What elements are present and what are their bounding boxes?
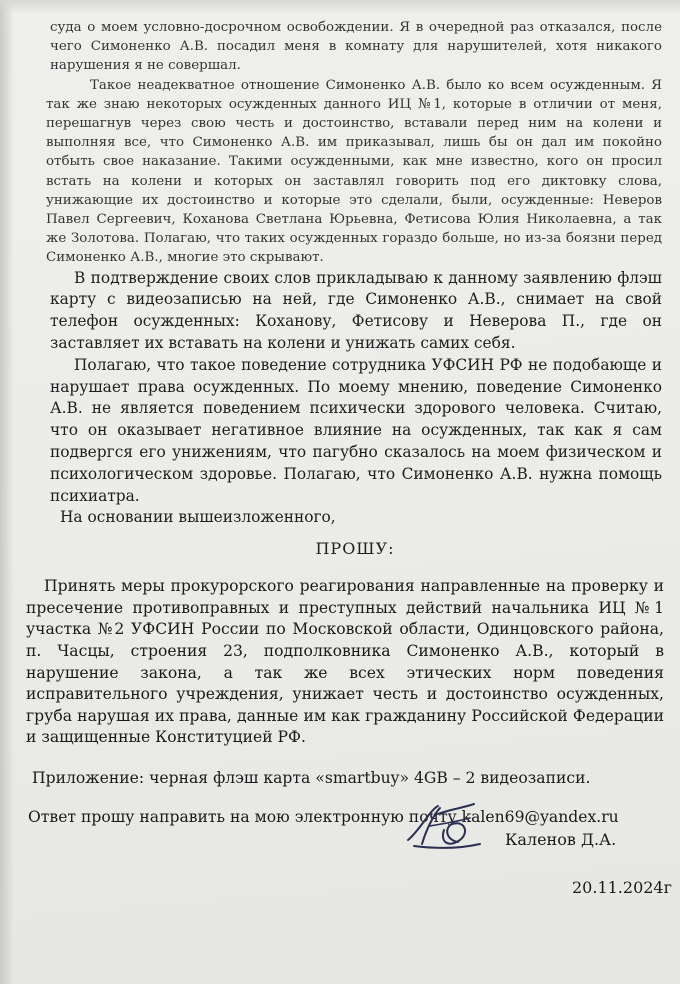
paragraph-evidence: В подтверждение своих слов прикладываю к данному заявлению флэш карту с видеозаписью на ней, где Симоненко А.В., снимает на свой телефон осужденных: Коханову, Фетисову и Неверова П., где он заставляет их вставать на колени и унижать самих себя. <box>50 268 662 353</box>
paragraph-treatment: Такое неадекватное отношение Симоненко А.В. было ко всем осужденным. Я так же знаю некоторых осужденных данного ИЦ №1, которые в отличии от меня, перешагнув через свою честь и достоинство, вставали перед ним на колени и выполняя все, что Симоненко А.В. им приказывал, лишь бы он дал им покойно отбыть свое наказание. Такими осужденными, как мне известно, кого он просил встать на колени и которых он заставлял говорить под его диктовку слова, унижающие их достоинство и которые это сделали, были, осужденные: Неверов Павел Сергеевич, Коханова Светлана Юрьевна, Фетисова Юлия Николаевна, а так же Золотова. Полагаю, что таких осужденных гораздо больше, но из-за боязни перед Симоненко А.В., многие это скрывают. <box>46 77 662 266</box>
request-paragraph: Принять меры прокурорского реагирования направленные на проверку и пресечение противоправных и преступных действий начальника ИЦ №1 участка №2 УФСИН России по Московской области, Одинцовского района, п. Часцы, строения 23, подполковника Симоненко А.В., который в нарушение закона, а так же всех этических норм поведения исправительного учреждения, унижает честь и достоинство осужденных, груба нарушая их права, данные им как гражданину Российской Федерации и защищенные Конституцией РФ. <box>26 577 664 747</box>
reply-email-line: Ответ прошу направить на мою электронную почту kalen69@yandex.ru <box>28 807 619 826</box>
mid-text-block <box>26 268 664 530</box>
signer-name: Каленов Д.А. <box>505 830 617 849</box>
signature-row <box>0 800 680 870</box>
page-top-fade <box>0 0 680 14</box>
attachment-line: Приложение: черная флэш карта «smartbuy» 4GB – 2 видеозаписи. <box>32 768 591 787</box>
top-text-block <box>26 18 664 268</box>
document-date: 20.11.2024г <box>572 878 672 897</box>
handwritten-signature <box>400 800 490 860</box>
request-heading: ПРОШУ: <box>315 539 395 559</box>
paragraph-basis: На основании вышеизложенного, <box>60 508 336 527</box>
paragraph-continuation: суда о моем условно-досрочном освобождении. Я в очередной раз отказался, после чего Симоненко А.В. посадил меня в комнату для нарушителей, хотя никакого нарушения я не совершал. <box>50 20 662 74</box>
paragraph-opinion: Полагаю, что такое поведение сотрудника УФСИН РФ не подобающе и нарушает права осужденных. По моему мнению, поведение Симоненко А.В. не является поведением психически здорового человека. Считаю, что он оказывает негативное влияние на осужденных, так как я сам подвергся его унижениям, что пагубно сказалось на моем физическом и психологическом здоровье. Полагаю, что Симоненко А.В. нужна помощь психиатра. <box>50 355 662 505</box>
